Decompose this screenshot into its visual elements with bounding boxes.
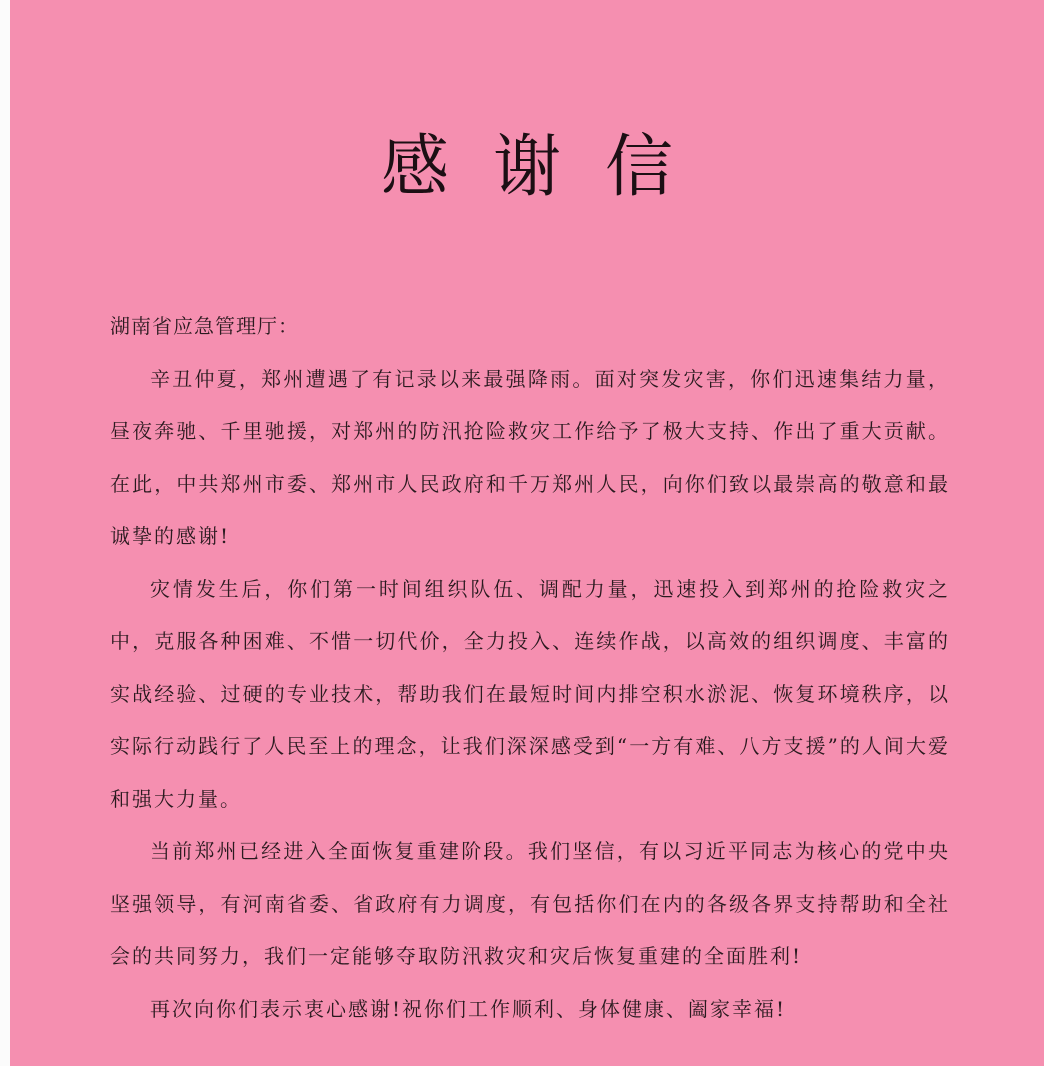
letter-page: [10, 0, 1044, 1066]
letter-body: [110, 300, 950, 1035]
scan-margin: [0, 0, 10, 1066]
letter-salutation: 湖南省应急管理厅：: [110, 314, 299, 338]
letter-paragraph-4: 再次向你们表示衷心感谢!祝你们工作顺利、身体健康、阖家幸福!: [150, 996, 787, 1021]
letter-paragraph-3: 当前郑州已经进入全面恢复重建阶段。我们坚信，有以习近平同志为核心的党中央坚强领导，有河南省委、省政府有力调度，有包括你们在内的各级各界支持帮助和全社会的共同努力，我们一定能够夺取防汛救灾和灾后恢复重建的全面胜利!: [110, 839, 950, 968]
letter-paragraph-2: 灾情发生后，你们第一时间组织队伍、调配力量，迅速投入到郑州的抢险救灾之中，克服各种困难、不惜一切代价，全力投入、连续作战，以高效的组织调度、丰富的实战经验、过硬的专业技术，帮助我们在最短时间内排空积水淤泥、恢复环境秩序，以实际行动践行了人民至上的理念，让我们深深感受到“一方有难、八方支援”的人间大爱和强大力量。: [110, 576, 950, 811]
letter-title: 感谢信: [380, 128, 717, 207]
letter-paragraph-1: 辛丑仲夏，郑州遭遇了有记录以来最强降雨。面对突发灾害，你们迅速集结力量，昼夜奔驰、千里驰援，对郑州的防汛抢险救灾工作给予了极大支持、作出了重大贡献。在此，中共郑州市委、郑州市人民政府和千万郑州人民，向你们致以最崇高的敬意和最诚挚的感谢!: [110, 366, 950, 548]
